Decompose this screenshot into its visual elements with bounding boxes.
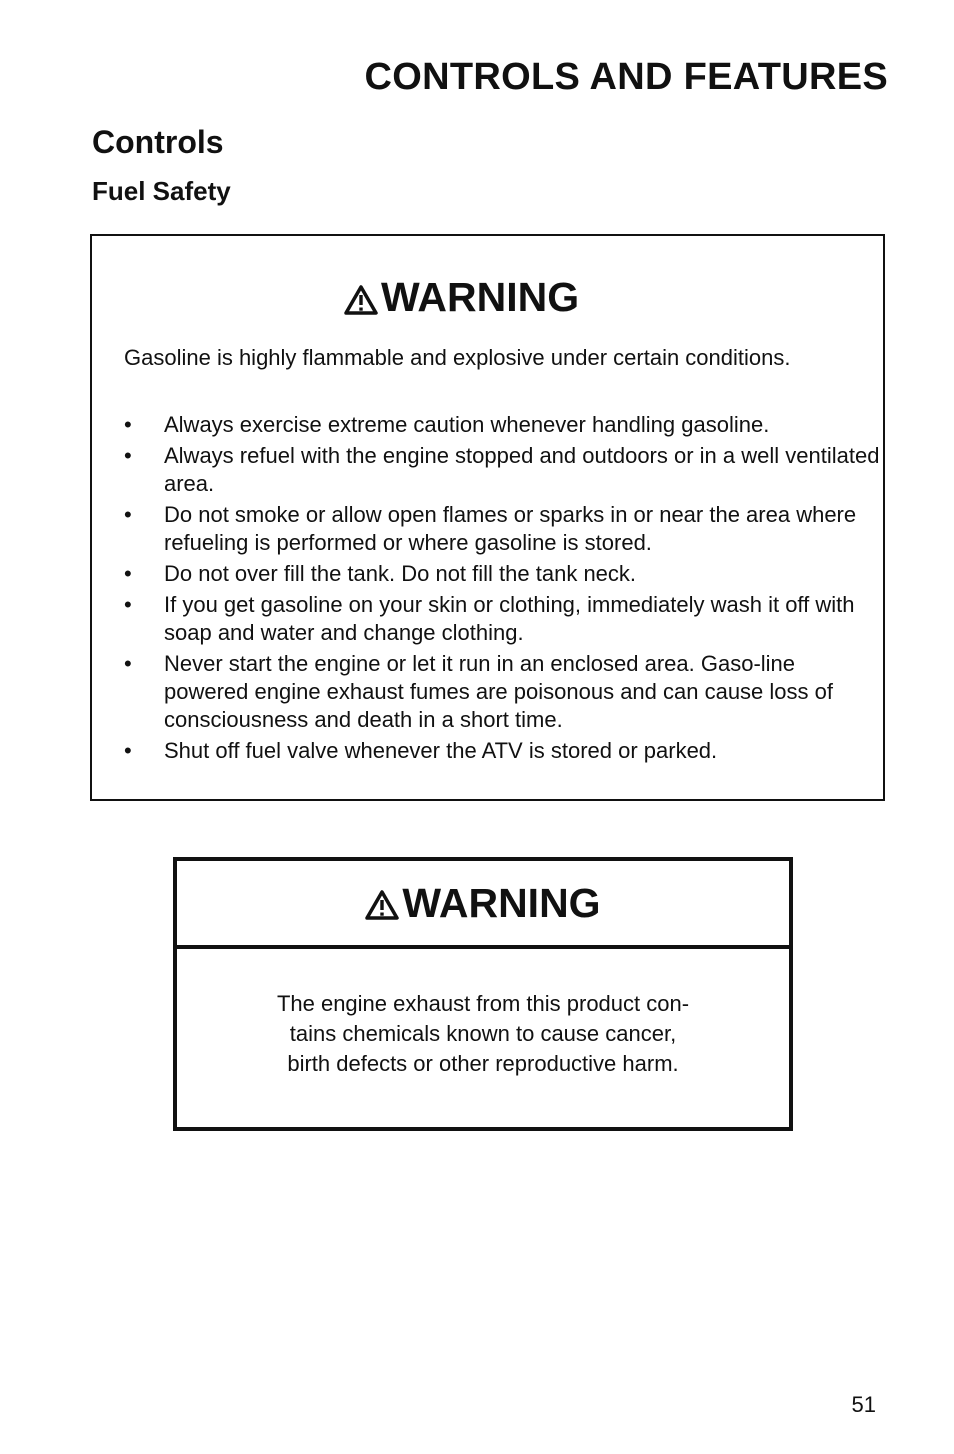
section-title: Controls xyxy=(92,124,224,160)
exhaust-warning-line: tains chemicals known to cause cancer, xyxy=(289,1021,677,1046)
bullet-icon: • xyxy=(124,502,132,527)
page-number: 51 xyxy=(851,1392,876,1417)
subsection-title: Fuel Safety xyxy=(92,176,231,206)
list-item: • Do not smoke or allow open flames or sparks in or near the area where refueling is performed or where gasoline is stored. xyxy=(124,502,857,555)
list-item: • Always exercise extreme caution whenever handling gasoline. xyxy=(124,412,770,437)
bullet-icon: • xyxy=(124,738,132,763)
fuel-warning-heading-text: WARNING xyxy=(381,274,580,320)
exhaust-warning-line: The engine exhaust from this product con- xyxy=(276,991,690,1016)
bullet-icon: • xyxy=(124,443,132,468)
exhaust-warning-text xyxy=(177,989,789,1079)
exhaust-warning-line: birth defects or other reproductive harm. xyxy=(287,1051,679,1076)
fuel-warning-box xyxy=(90,234,885,801)
list-item: • Always refuel with the engine stopped and outdoors or in a well ventilated area. xyxy=(124,443,880,496)
bullet-icon: • xyxy=(124,412,132,437)
bullet-icon: • xyxy=(124,561,132,586)
chapter-title: CONTROLS AND FEATURES xyxy=(364,56,888,98)
exhaust-warning-box xyxy=(173,857,793,1131)
bullet-icon: • xyxy=(124,651,132,676)
fuel-warning-heading xyxy=(344,274,579,321)
fuel-warning-intro: Gasoline is highly flammable and explosive under certain conditions. xyxy=(124,345,791,370)
list-item: • Never start the engine or let it run in an enclosed area. Gaso-line powered engine exhaust fumes are poisonous and can cause loss of consciousness and death in a short time. xyxy=(124,651,833,732)
bullet-icon: • xyxy=(124,592,132,617)
list-item: • If you get gasoline on your skin or clothing, immediately wash it off with soap and water and change clothing. xyxy=(124,592,855,645)
exhaust-warning-heading-text: WARNING xyxy=(402,879,601,926)
fuel-warning-list xyxy=(124,411,884,768)
warning-triangle-icon xyxy=(365,890,399,920)
warning-triangle-icon xyxy=(344,285,378,315)
list-item: • Shut off fuel valve whenever the ATV is stored or parked. xyxy=(124,738,718,763)
list-item: • Do not over fill the tank. Do not fill the tank neck. xyxy=(124,561,637,586)
exhaust-warning-heading xyxy=(177,861,789,949)
